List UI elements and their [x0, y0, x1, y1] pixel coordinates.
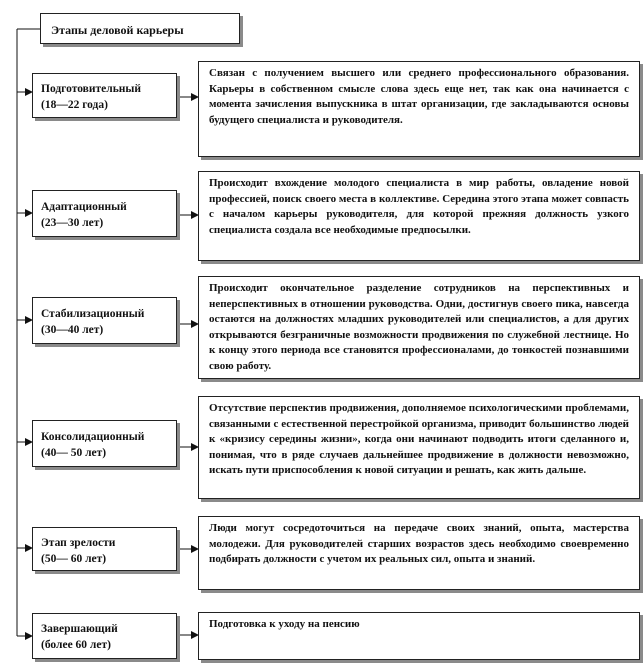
- diagram-title: [40, 13, 240, 44]
- stage-description-box: [198, 516, 640, 590]
- stage-years: (30—40 лет): [41, 324, 104, 336]
- stage-name: Подготовительный: [41, 83, 142, 95]
- stage-description: Отсутствие перспектив продвижения, дополняемое психологическими проблемами, связанными с естественной перестройкой организма, приводит большинство людей к «кризису середины жизни», когда они начинают подводить итоги сделанного и, понимая, что в ряде случаев дальнейшее продвижение в должности невозможно, искать пути приспособления к новой ситуации и решать, как жить дальше.: [209, 402, 629, 476]
- stage-years: (18—22 года): [41, 99, 108, 111]
- stage-years: (более 60 лет): [41, 639, 111, 651]
- stage-description: Происходит вхождение молодого специалиста в мир работы, овладение новой профессией, поиск своего места в коллективе. Середина этого этапа может совпасть с началом карьеры руководителя, для которой прежняя должность узкого специалиста создала все необходимые предпосылки.: [209, 177, 629, 236]
- stage-years: (23—30 лет): [41, 217, 104, 229]
- stage-box-preparatory: [32, 73, 177, 118]
- stage-name: Этап зрелости: [41, 537, 116, 549]
- stage-name: Завершающий: [41, 623, 118, 635]
- stage-box-maturity: [32, 527, 177, 571]
- stage-description-box: [198, 612, 640, 660]
- stage-description: Люди могут сосредоточиться на передаче своих знаний, опыта, мастерства молодежи. Для руководителей старших возрастов здесь необходимо своевременно подбирать должности с учетом их реальных сил, опыта и знаний.: [209, 522, 629, 565]
- stage-description-box: [198, 61, 640, 157]
- stage-box-consolidation: [32, 420, 177, 467]
- stage-description-box: [198, 276, 640, 379]
- stage-box-final: [32, 613, 177, 659]
- stage-name: Стабилизационный: [41, 308, 145, 320]
- stage-description: Подготовка к уходу на пенсию: [209, 618, 360, 630]
- stage-description: Происходит окончательное разделение сотрудников на перспективных и неперспективных в отношении руководства. Одни, достигнув своего пика, навсегда остаются на должностях младших руководителей или специалистов, а для других открываются безграничные возможности продвижения по служебной лестнице. Но к концу этого периода все становятся профессионалами, до тонкостей познавшими свою работу.: [209, 282, 629, 372]
- stage-years: (40— 50 лет): [41, 447, 107, 459]
- stage-name: Консолидационный: [41, 431, 145, 443]
- stage-name: Адаптационный: [41, 201, 127, 213]
- stage-description-box: [198, 171, 640, 261]
- stage-box-adaptation: [32, 190, 177, 237]
- diagram-title-text: Этапы деловой карьеры: [51, 23, 184, 37]
- stage-description: Связан с получением высшего или среднего профессионального образования. Карьеры в собственном смысле слова здесь еще нет, так как она начинается с момента зачисления выпускника в штат организации, где закладываются основы будущего специалиста и руководителя.: [209, 67, 629, 126]
- stage-years: (50— 60 лет): [41, 553, 107, 565]
- stage-box-stabilization: [32, 297, 177, 344]
- stage-description-box: [198, 396, 640, 499]
